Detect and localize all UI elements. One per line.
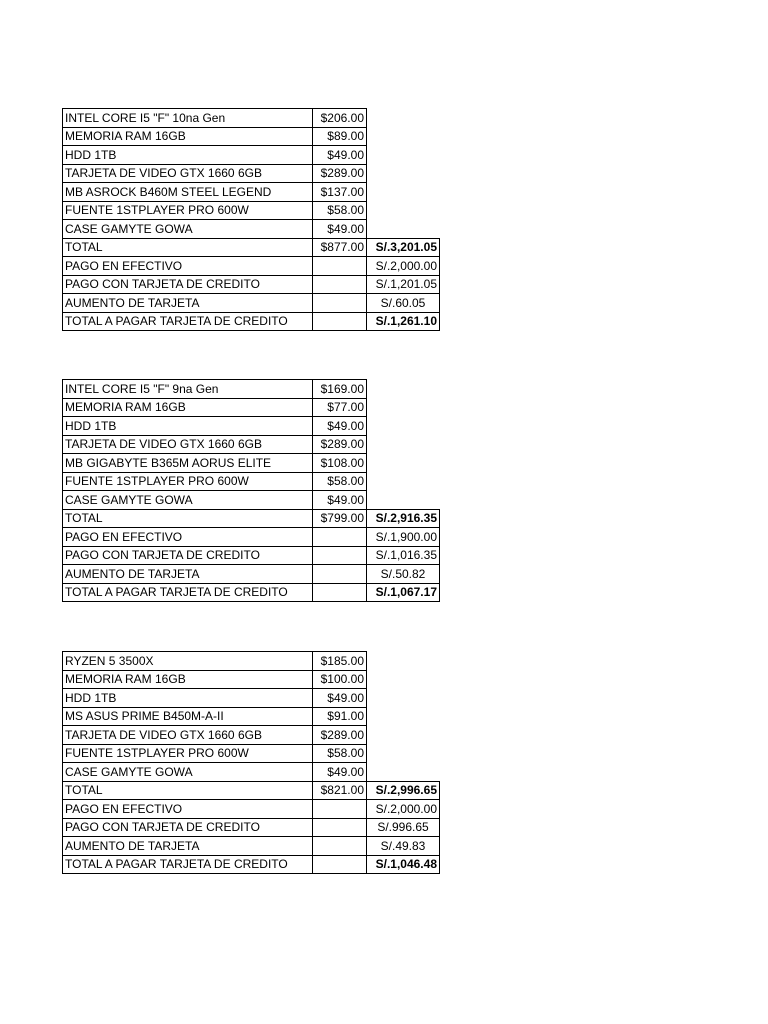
surcharge-row: [63, 294, 440, 313]
surcharge-label: AUMENTO DE TARJETA: [63, 837, 313, 856]
item-name: HDD 1TB: [63, 417, 313, 436]
item-name: MS ASUS PRIME B450M-A-II: [63, 707, 313, 726]
surcharge-label: AUMENTO DE TARJETA: [63, 565, 313, 584]
item-price: $169.00: [313, 380, 367, 399]
table-row: [63, 109, 440, 128]
card-amount: S/.1,201.05: [367, 275, 440, 294]
quote-table-2: [62, 379, 440, 602]
table-row: [63, 183, 440, 202]
item-price: $89.00: [313, 127, 367, 146]
item-price: $49.00: [313, 417, 367, 436]
table-row: [63, 670, 440, 689]
total-usd: $799.00: [313, 509, 367, 528]
total-label: TOTAL: [63, 509, 313, 528]
item-price: $58.00: [313, 472, 367, 491]
quote-table-3: [62, 651, 440, 874]
item-price: $77.00: [313, 398, 367, 417]
item-name: FUENTE 1STPLAYER PRO 600W: [63, 472, 313, 491]
total-usd: $877.00: [313, 238, 367, 257]
table-row: [63, 652, 440, 671]
table-row: [63, 763, 440, 782]
item-price: $58.00: [313, 201, 367, 220]
total-row: [63, 781, 440, 800]
item-name: CASE GAMYTE GOWA: [63, 491, 313, 510]
item-name: TARJETA DE VIDEO GTX 1660 6GB: [63, 435, 313, 454]
cash-label: PAGO EN EFECTIVO: [63, 257, 313, 276]
card-total-amount: S/.1,261.10: [367, 312, 440, 331]
table-row: [63, 472, 440, 491]
card-row: [63, 818, 440, 837]
item-price: $49.00: [313, 220, 367, 239]
cash-amount: S/.2,000.00: [367, 800, 440, 819]
surcharge-label: AUMENTO DE TARJETA: [63, 294, 313, 313]
table-row: [63, 127, 440, 146]
cash-label: PAGO EN EFECTIVO: [63, 528, 313, 547]
surcharge-amount: S/.50.82: [367, 565, 440, 584]
card-amount: S/.1,016.35: [367, 546, 440, 565]
item-name: TARJETA DE VIDEO GTX 1660 6GB: [63, 726, 313, 745]
total-soles: S/.2,996.65: [367, 781, 440, 800]
cash-row: [63, 528, 440, 547]
table-row: [63, 435, 440, 454]
table-row: [63, 454, 440, 473]
item-price: $49.00: [313, 763, 367, 782]
item-price: $289.00: [313, 435, 367, 454]
card-total-row: [63, 583, 440, 602]
table-row: [63, 491, 440, 510]
table-row: [63, 164, 440, 183]
card-row: [63, 275, 440, 294]
item-name: TARJETA DE VIDEO GTX 1660 6GB: [63, 164, 313, 183]
total-usd: $821.00: [313, 781, 367, 800]
card-total-row: [63, 855, 440, 874]
card-label: PAGO CON TARJETA DE CREDITO: [63, 818, 313, 837]
item-name: INTEL CORE I5 "F" 9na Gen: [63, 380, 313, 399]
card-total-amount: S/.1,046.48: [367, 855, 440, 874]
item-price: $49.00: [313, 689, 367, 708]
total-row: [63, 509, 440, 528]
item-price: $137.00: [313, 183, 367, 202]
item-name: INTEL CORE I5 "F" 10na Gen: [63, 109, 313, 128]
table-row: [63, 726, 440, 745]
item-name: FUENTE 1STPLAYER PRO 600W: [63, 201, 313, 220]
cash-row: [63, 800, 440, 819]
item-price: $49.00: [313, 491, 367, 510]
item-name: RYZEN 5 3500X: [63, 652, 313, 671]
item-price: $49.00: [313, 146, 367, 165]
item-price: $108.00: [313, 454, 367, 473]
card-row: [63, 546, 440, 565]
card-total-label: TOTAL A PAGAR TARJETA DE CREDITO: [63, 855, 313, 874]
card-total-row: [63, 312, 440, 331]
total-row: [63, 238, 440, 257]
total-soles: S/.3,201.05: [367, 238, 440, 257]
total-soles: S/.2,916.35: [367, 509, 440, 528]
item-price: $185.00: [313, 652, 367, 671]
item-name: FUENTE 1STPLAYER PRO 600W: [63, 744, 313, 763]
item-price: $58.00: [313, 744, 367, 763]
item-price: $289.00: [313, 726, 367, 745]
table-row: [63, 417, 440, 436]
card-total-amount: S/.1,067.17: [367, 583, 440, 602]
surcharge-row: [63, 565, 440, 584]
card-amount: S/.996.65: [367, 818, 440, 837]
item-price: $289.00: [313, 164, 367, 183]
item-name: MB ASROCK B460M STEEL LEGEND: [63, 183, 313, 202]
item-name: MEMORIA RAM 16GB: [63, 398, 313, 417]
item-price: $100.00: [313, 670, 367, 689]
table-row: [63, 201, 440, 220]
quote-table-1: [62, 108, 440, 331]
card-total-label: TOTAL A PAGAR TARJETA DE CREDITO: [63, 312, 313, 331]
card-label: PAGO CON TARJETA DE CREDITO: [63, 546, 313, 565]
table-row: [63, 380, 440, 399]
item-name: CASE GAMYTE GOWA: [63, 220, 313, 239]
surcharge-amount: S/.60.05: [367, 294, 440, 313]
card-label: PAGO CON TARJETA DE CREDITO: [63, 275, 313, 294]
total-label: TOTAL: [63, 238, 313, 257]
total-label: TOTAL: [63, 781, 313, 800]
item-name: MEMORIA RAM 16GB: [63, 670, 313, 689]
table-row: [63, 707, 440, 726]
cash-amount: S/.1,900.00: [367, 528, 440, 547]
card-total-label: TOTAL A PAGAR TARJETA DE CREDITO: [63, 583, 313, 602]
cash-amount: S/.2,000.00: [367, 257, 440, 276]
surcharge-row: [63, 837, 440, 856]
item-price: $91.00: [313, 707, 367, 726]
item-name: HDD 1TB: [63, 146, 313, 165]
table-row: [63, 220, 440, 239]
table-row: [63, 744, 440, 763]
item-price: $206.00: [313, 109, 367, 128]
table-row: [63, 398, 440, 417]
item-name: MEMORIA RAM 16GB: [63, 127, 313, 146]
item-name: MB GIGABYTE B365M AORUS ELITE: [63, 454, 313, 473]
table-row: [63, 689, 440, 708]
cash-label: PAGO EN EFECTIVO: [63, 800, 313, 819]
surcharge-amount: S/.49.83: [367, 837, 440, 856]
table-row: [63, 146, 440, 165]
cash-row: [63, 257, 440, 276]
item-name: CASE GAMYTE GOWA: [63, 763, 313, 782]
item-name: HDD 1TB: [63, 689, 313, 708]
